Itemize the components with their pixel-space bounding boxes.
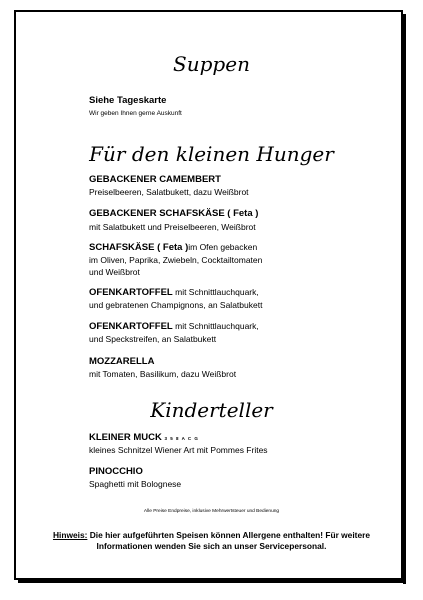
menu-item-name <box>89 242 257 253</box>
menu-item-description: mit Schnittlauchquark, <box>172 321 259 331</box>
allergen-notice <box>40 530 383 552</box>
allergen-codes: 3 5 8 A C G <box>164 436 199 441</box>
menu-item-description: Spaghetti mit Bolognese <box>89 479 182 489</box>
menu-item-name <box>89 432 199 443</box>
menu-item-name: PINOCCHIO <box>89 466 143 477</box>
menu-item-description: und Speckstreifen, an Salatbukett <box>89 334 217 344</box>
section-heading-kids: Kinderteller <box>150 398 273 422</box>
menu-item-name <box>89 287 259 298</box>
menu-item-description: und gebratenen Champignons, an Salatbukett <box>89 300 263 310</box>
menu-item-title: KLEINER MUCK <box>89 432 162 443</box>
section-heading-soups: Suppen <box>173 52 250 76</box>
menu-item-name: Siehe Tageskarte <box>89 95 167 106</box>
menu-item-description: im Oliven, Paprika, Zwiebeln, Cocktailtomaten <box>89 255 263 265</box>
menu-item-description: Preiselbeeren, Salatbukett, dazu Weißbrot <box>89 187 249 197</box>
menu-item-title: OFENKARTOFFEL <box>89 287 173 298</box>
menu-item-name: MOZZARELLA <box>89 356 155 367</box>
section-heading-small-hunger: Für den kleinen Hunger <box>89 142 334 166</box>
menu-item-title: SCHAFSKÄSE ( Feta ) <box>89 242 189 253</box>
menu-item-description: kleines Schnitzel Wiener Art mit Pommes Frites <box>89 445 268 455</box>
menu-item-title: OFENKARTOFFEL <box>89 321 173 332</box>
menu-item-description: und Weißbrot <box>89 267 140 277</box>
page-shadow <box>18 580 406 583</box>
menu-item-description: mit Salatbukett und Preiselbeeren, Weißbrot <box>89 222 256 232</box>
menu-item-description: mit Tomaten, Basilikum, dazu Weißbrot <box>89 369 237 379</box>
notice-text: Die hier aufgeführten Speisen können Allergene enthalten! Für weitere Informationen wenden Sie sich an unser Servicepersonal. <box>87 530 371 551</box>
menu-item-description: Wir geben Ihnen gerne Auskunft <box>89 110 182 117</box>
menu-item-name <box>89 321 259 332</box>
price-fine-print: Alle Preise Endpreise, inklusive Mehrwertsteuer und Bedienung <box>143 509 280 514</box>
page-shadow <box>403 14 406 584</box>
menu-item-description: mit Schnittlauchquark, <box>172 287 259 297</box>
menu-item-name: GEBACKENER SCHAFSKÄSE ( Feta ) <box>89 208 259 219</box>
menu-item-description: im Ofen gebacken <box>188 242 258 252</box>
menu-item-name: GEBACKENER CAMEMBERT <box>89 174 221 185</box>
notice-label: Hinweis: <box>52 530 88 540</box>
